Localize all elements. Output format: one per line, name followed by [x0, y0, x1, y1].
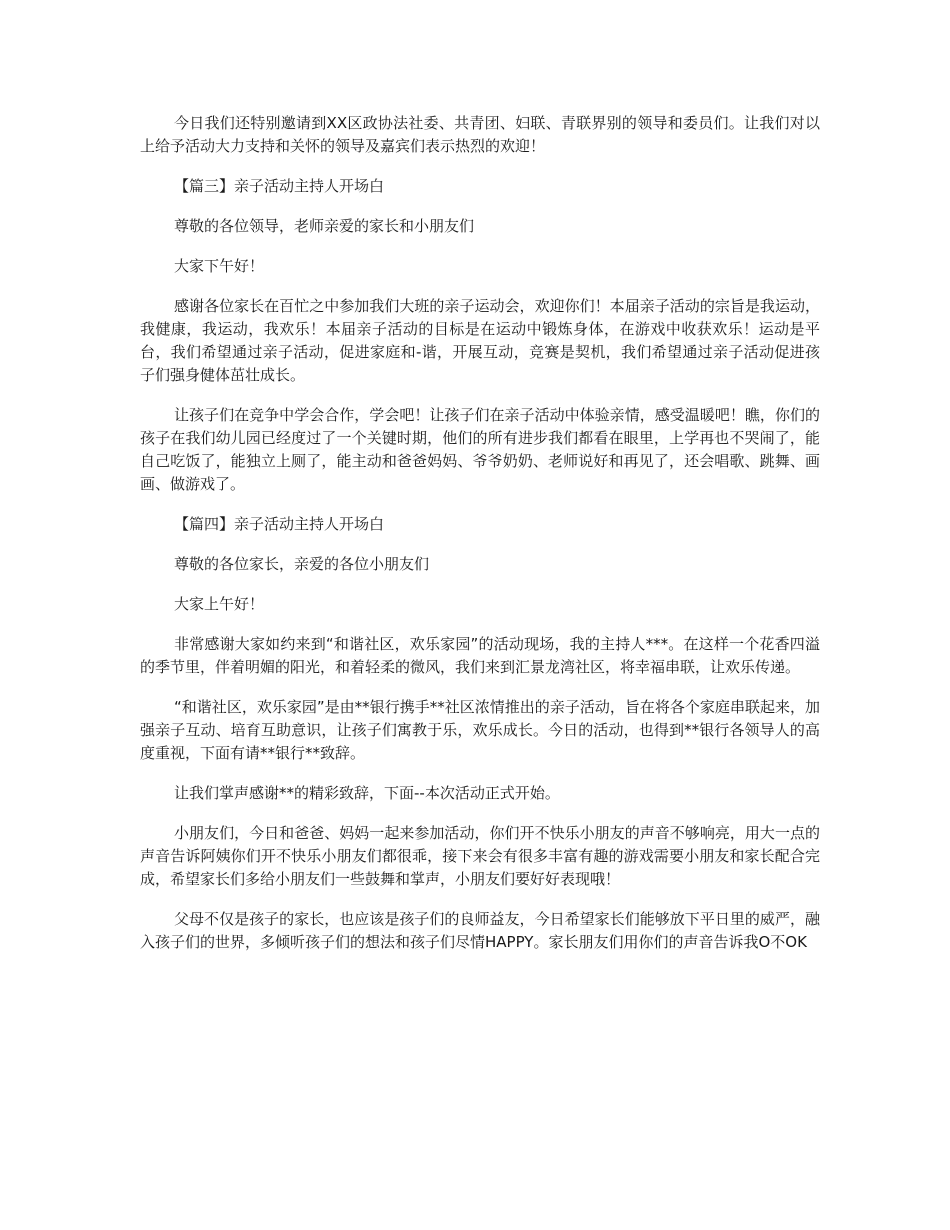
salutation-leaders-teachers: 尊敬的各位领导，老师亲爱的家长和小朋友们 [174, 217, 475, 235]
paragraph-event-sponsor: “和谐社区，欢乐家园”是由**银行携手**社区浓情推出的亲子活动，旨在将各个家庭串联起来，加强亲子互动、培育互助意识，让孩子们寓教于乐，欢乐成长。今日的活动，也得到**银行各领导人的高度重视，下面有请**银行**致辞。 [140, 698, 820, 762]
document-body [140, 112, 820, 971]
greeting-morning: 大家上午好！ [174, 595, 265, 613]
paragraph-sports-meeting: 感谢各位家长在百忙之中参加我们大班的亲子运动会，欢迎你们！本届亲子活动的宗旨是我运动，我健康，我运动，我欢乐！本届亲子活动的目标是在运动中锻炼身体，在游戏中收获欢乐！运动是平台，我们希望通过亲子活动，促进家庭和-谐，开展互动，竞赛是契机，我们希望通过亲子活动促进孩子们强身健体茁壮成长。 [140, 297, 820, 384]
paragraph-event-welcome: 非常感谢大家如约来到“和谐社区，欢乐家园”的活动现场，我的主持人***。在这样一个花香四溢的季节里，伴着明媚的阳光，和着轻柔的微风，我们来到汇景龙湾社区，将幸福串联，让欢乐传递。 [140, 635, 820, 676]
greeting-afternoon: 大家下午好！ [174, 257, 265, 275]
paragraph-parents-address: 父母不仅是孩子的家长，也应该是孩子们的良师益友，今日希望家长们能够放下平日里的威严，融入孩子们的世界，多倾听孩子们的想法和孩子们尽情HAPPY。家长朋友们用你们的声音告诉我O不OK [140, 910, 820, 951]
paragraph-children-growth: 让孩子们在竞争中学会合作，学会吧！让孩子们在亲子活动中体验亲情，感受温暖吧！瞧，你们的孩子在我们幼儿园已经度过了一个关键时期，他们的所有进步我们都看在眼里，上学再也不哭闹了，能自己吃饭了，能独立上厕了，能主动和爸爸妈妈、爷爷奶奶、老师说好和再见了，还会唱歌、跳舞、画画、做游戏了。 [140, 406, 820, 493]
section-heading-part-three: 【篇三】亲子活动主持人开场白 [174, 177, 385, 195]
paragraph-event-start: 让我们掌声感谢**的精彩致辞，下面--本次活动正式开始。 [174, 784, 560, 802]
salutation-parents-children: 尊敬的各位家长，亲爱的各位小朋友们 [174, 555, 430, 573]
paragraph-welcome-guests: 今日我们还特别邀请到XX区政协法社委、共青团、妇联、青联界别的领导和委员们。让我们对以上给予活动大力支持和关怀的领导及嘉宾们表示热烈的欢迎！ [140, 114, 820, 155]
section-heading-part-four: 【篇四】亲子活动主持人开场白 [174, 515, 385, 533]
paragraph-kids-address: 小朋友们，今日和爸爸、妈妈一起来参加活动，你们开不快乐小朋友的声音不够响亮，用大一点的声音告诉阿姨你们开不快乐小朋友们都很乖，接下来会有很多丰富有趣的游戏需要小朋友和家长配合完成，希望家长们多给小朋友们一些鼓舞和掌声，小朋友们要好好表现哦！ [140, 824, 820, 888]
